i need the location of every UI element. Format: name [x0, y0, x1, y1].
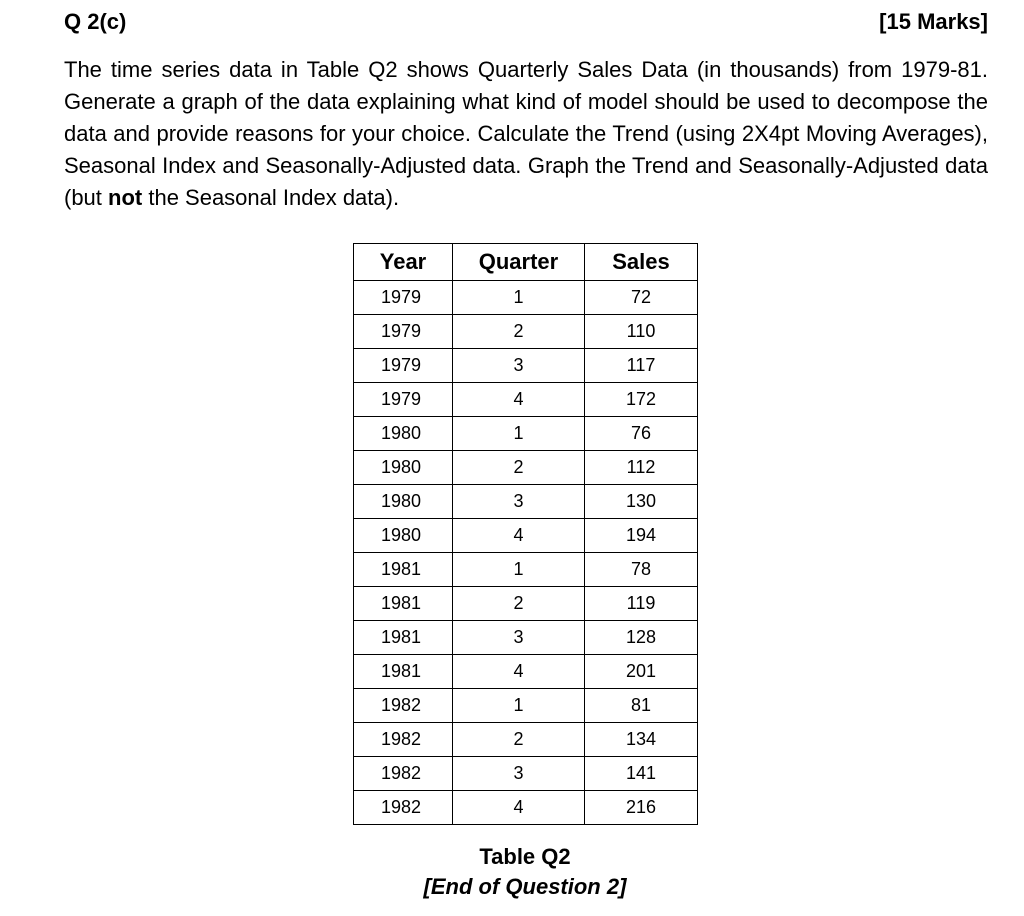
cell-year: 1982 — [354, 689, 453, 723]
cell-quarter: 1 — [453, 281, 585, 315]
cell-sales: 117 — [585, 349, 698, 383]
table-row — [354, 451, 698, 485]
cell-year: 1981 — [354, 553, 453, 587]
table-row — [354, 757, 698, 791]
table-header-row — [354, 244, 698, 281]
table-row — [354, 349, 698, 383]
cell-quarter: 1 — [453, 689, 585, 723]
cell-sales: 112 — [585, 451, 698, 485]
end-of-question: [End of Question 2] — [423, 874, 627, 899]
cell-quarter: 3 — [453, 485, 585, 519]
sales-table — [353, 243, 698, 825]
table-row — [354, 417, 698, 451]
cell-year: 1982 — [354, 723, 453, 757]
cell-year: 1979 — [354, 315, 453, 349]
table-row — [354, 621, 698, 655]
cell-sales: 216 — [585, 791, 698, 825]
cell-quarter: 2 — [453, 723, 585, 757]
table-row — [354, 485, 698, 519]
cell-quarter: 4 — [453, 655, 585, 689]
bold-not: not — [108, 185, 143, 210]
table-row — [354, 383, 698, 417]
cell-year: 1979 — [354, 349, 453, 383]
cell-quarter: 2 — [453, 451, 585, 485]
question-text-line: to decompose the data and provide reasons for your choice. Calculate the Trend — [64, 89, 988, 146]
cell-sales: 201 — [585, 655, 698, 689]
question-number: Q 2(c) — [64, 9, 127, 34]
cell-quarter: 4 — [453, 519, 585, 553]
cell-sales: 119 — [585, 587, 698, 621]
cell-quarter: 3 — [453, 757, 585, 791]
cell-year: 1981 — [354, 655, 453, 689]
question-text — [64, 54, 988, 214]
table-row — [354, 655, 698, 689]
cell-year: 1979 — [354, 383, 453, 417]
cell-year: 1980 — [354, 417, 453, 451]
cell-sales: 72 — [585, 281, 698, 315]
cell-sales: 141 — [585, 757, 698, 791]
cell-quarter: 2 — [453, 587, 585, 621]
last-line-before: Graph the Trend and Seasonally-Adjusted data (but — [64, 153, 988, 210]
cell-year: 1980 — [354, 485, 453, 519]
question-text-line: 1979-81. Generate a graph of the data explaining what kind of model should be used — [64, 57, 988, 114]
cell-quarter: 4 — [453, 383, 585, 417]
column-header-quarter: Quarter — [453, 244, 585, 281]
cell-sales: 76 — [585, 417, 698, 451]
column-header-sales: Sales — [585, 244, 698, 281]
cell-quarter: 3 — [453, 349, 585, 383]
table-title: Table Q2 — [479, 844, 571, 869]
table-row — [354, 791, 698, 825]
cell-sales: 134 — [585, 723, 698, 757]
table-row — [354, 315, 698, 349]
cell-sales: 172 — [585, 383, 698, 417]
cell-year: 1980 — [354, 451, 453, 485]
cell-quarter: 1 — [453, 417, 585, 451]
last-line-after: the Seasonal Index data). — [142, 185, 400, 210]
table-caption — [353, 842, 697, 902]
question-header — [64, 6, 988, 38]
table-row — [354, 281, 698, 315]
question-text-line: The time series data in Table Q2 shows Quarterly Sales Data (in thousands) from — [64, 57, 893, 82]
cell-quarter: 2 — [453, 315, 585, 349]
cell-sales: 130 — [585, 485, 698, 519]
cell-year: 1982 — [354, 757, 453, 791]
cell-year: 1979 — [354, 281, 453, 315]
table-row — [354, 553, 698, 587]
cell-year: 1980 — [354, 519, 453, 553]
question-marks: [15 Marks] — [879, 9, 988, 34]
cell-year: 1982 — [354, 791, 453, 825]
table-body — [354, 281, 698, 825]
cell-year: 1981 — [354, 587, 453, 621]
table-row — [354, 689, 698, 723]
cell-sales: 110 — [585, 315, 698, 349]
column-header-year: Year — [354, 244, 453, 281]
cell-sales: 128 — [585, 621, 698, 655]
cell-quarter: 1 — [453, 553, 585, 587]
cell-year: 1981 — [354, 621, 453, 655]
table-row — [354, 723, 698, 757]
cell-sales: 81 — [585, 689, 698, 723]
table-row — [354, 519, 698, 553]
question-text-line: (using 2X4pt Moving Averages), Seasonal Index and Seasonally-Adjusted data. — [64, 121, 988, 178]
cell-quarter: 3 — [453, 621, 585, 655]
table-row — [354, 587, 698, 621]
cell-quarter: 4 — [453, 791, 585, 825]
cell-sales: 194 — [585, 519, 698, 553]
sales-table-wrapper — [353, 243, 698, 825]
cell-sales: 78 — [585, 553, 698, 587]
